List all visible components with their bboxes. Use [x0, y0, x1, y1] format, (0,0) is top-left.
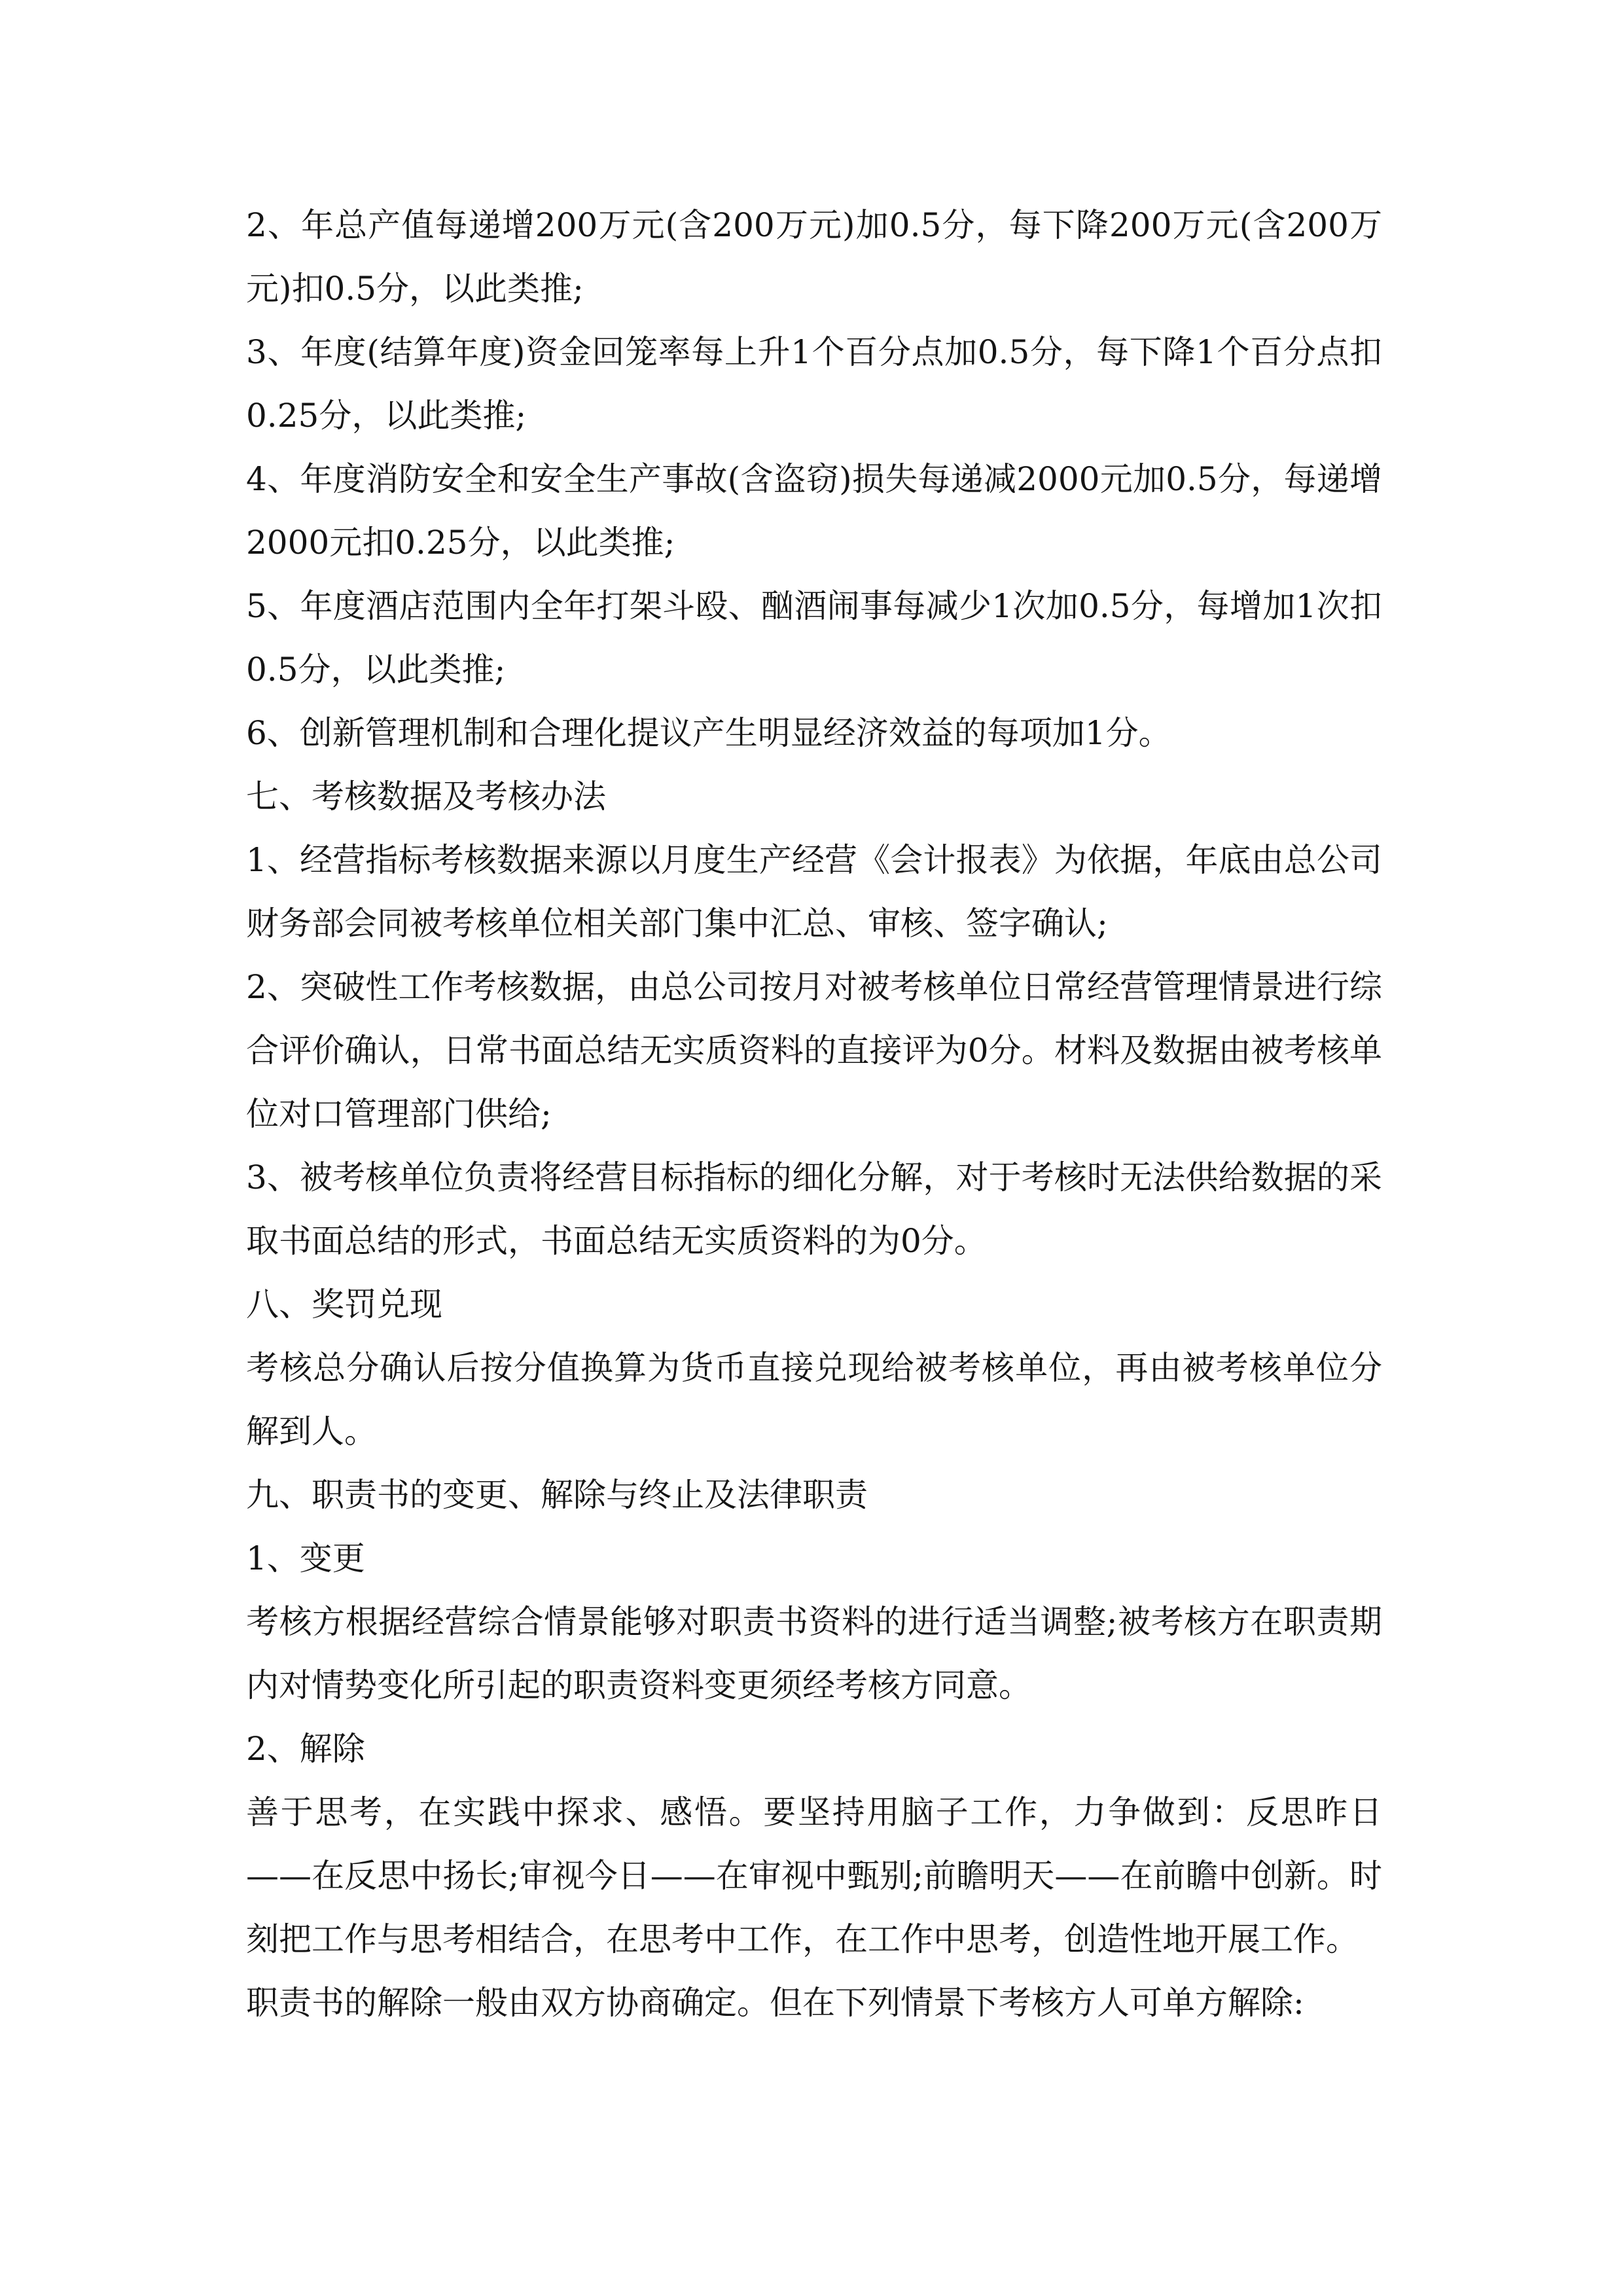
section-heading-rewards: 八、奖罚兑现	[246, 1285, 442, 1323]
paragraph-target-breakdown: 3、被考核单位负责将经营目标指标的细化分解，对于考核时无法供给数据的采取书面总结的形式，书面总结无实质资料的为0分。	[246, 1158, 1382, 1260]
paragraph-innovation-rule: 6、创新管理机制和合理化提议产生明显经济效益的每项加1分。	[246, 714, 1171, 752]
paragraph-rewards-cash: 考核总分确认后按分值换算为货币直接兑现给被考核单位，再由被考核单位分解到人。	[246, 1349, 1382, 1450]
document-body	[246, 194, 1382, 2035]
paragraph-output-value-rule: 2、年总产值每递增200万元(含200万元)加0.5分，每下降200万元(含200万元)扣0.5分，以此类推;	[246, 206, 1382, 308]
subheading-termination: 2、解除	[246, 1730, 365, 1768]
paragraph-termination-terms: 职责书的解除一般由双方协商确定。但在下列情景下考核方人可单方解除:	[246, 1984, 1304, 2022]
paragraph-safety-loss-rule: 4、年度消防安全和安全生产事故(含盗窃)损失每递减2000元加0.5分，每递增2000元扣0.25分，以此类推;	[246, 460, 1382, 562]
paragraph-fund-recovery-rule: 3、年度(结算年度)资金回笼率每上升1个百分点加0.5分，每下降1个百分点扣0.25分，以此类推;	[246, 333, 1382, 435]
subheading-change: 1、变更	[246, 1539, 365, 1577]
paragraph-fighting-incident-rule: 5、年度酒店范围内全年打架斗殴、酗酒闹事每减少1次加0.5分，每增加1次扣0.5分，以此类推;	[246, 587, 1382, 689]
paragraph-breakthrough-work-data: 2、突破性工作考核数据，由总公司按月对被考核单位日常经营管理情景进行综合评价确认，日常书面总结无实质资料的直接评为0分。材料及数据由被考核单位对口管理部门供给;	[246, 968, 1382, 1133]
section-heading-change-termination: 九、职责书的变更、解除与终止及法律职责	[246, 1476, 868, 1514]
paragraph-reflection: 善于思考，在实践中探求、感悟。要坚持用脑子工作，力争做到：反思昨日——在反思中扬长;审视今日——在审视中甄别;前瞻明天——在前瞻中创新。时刻把工作与思考相结合，在思考中工作，在工作中思考，创造性地开展工作。	[246, 1793, 1382, 1958]
paragraph-change-terms: 考核方根据经营综合情景能够对职责书资料的进行适当调整;被考核方在职责期内对情势变化所引起的职责资料变更须经考核方同意。	[246, 1603, 1382, 1704]
paragraph-operating-indicator-data: 1、经营指标考核数据来源以月度生产经营《会计报表》为依据，年底由总公司财务部会同被考核单位相关部门集中汇总、审核、签字确认;	[246, 841, 1382, 942]
section-heading-assessment-data: 七、考核数据及考核办法	[246, 778, 606, 816]
